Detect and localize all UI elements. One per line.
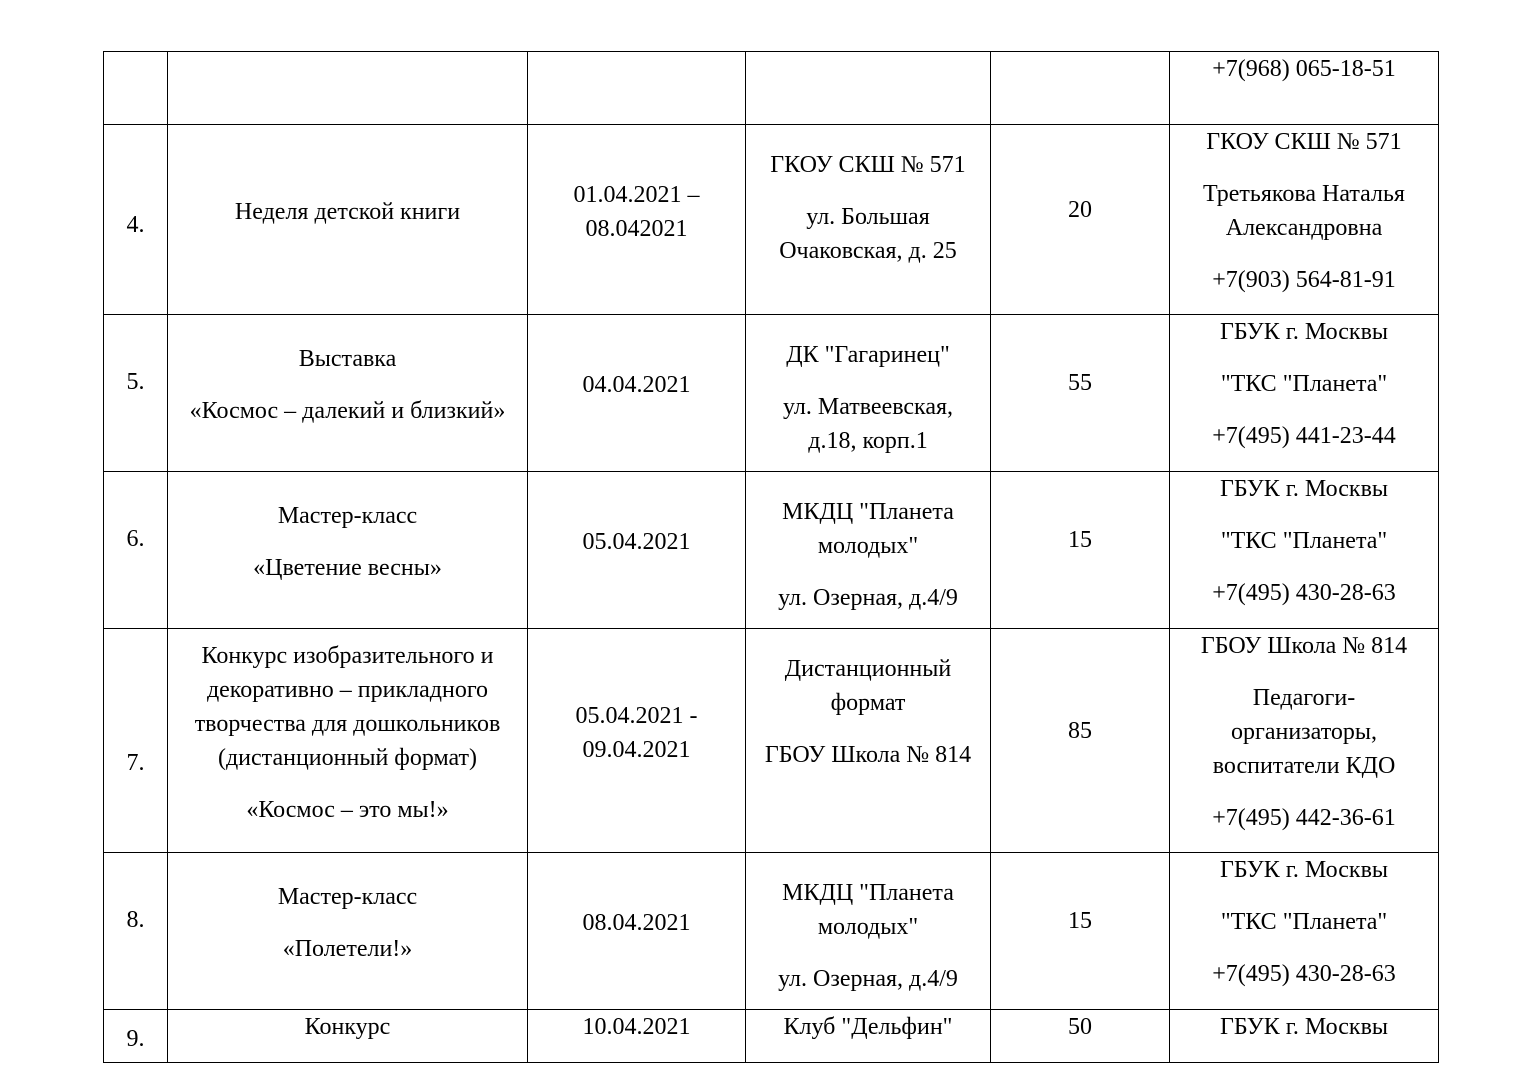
- cell-date-content: [528, 1010, 745, 1044]
- text-line: МКДЦ "Планета: [782, 499, 954, 525]
- text-line: декоративно – прикладного: [206, 676, 489, 703]
- text-line: ГКОУ СКШ № 571: [1206, 129, 1402, 155]
- paragraph-gap: [1170, 783, 1438, 801]
- participants-count: 15: [1068, 908, 1092, 934]
- cell-number: [104, 1010, 168, 1063]
- text-line: ГБОУ Школа № 814: [764, 742, 972, 768]
- cell-contact-content: [1170, 315, 1438, 453]
- paragraph-gap: [1170, 349, 1438, 367]
- text-line: 08.04.2021: [582, 910, 691, 936]
- row-number: 9.: [126, 1026, 145, 1052]
- text-line: 08.042021: [585, 215, 688, 242]
- paragraph-gap: [746, 944, 990, 962]
- participants-count: 15: [1068, 527, 1092, 553]
- text-line: ГБУК г. Москвы: [1219, 476, 1389, 502]
- cell-place-content: [746, 853, 990, 996]
- cell-contact-content: [1170, 125, 1438, 297]
- paragraph-gap: [746, 563, 990, 581]
- paragraph-gap: [1170, 939, 1438, 957]
- text-line: 09.04.2021: [582, 736, 691, 763]
- text-line: Очаковская, д. 25: [779, 238, 957, 264]
- paragraph-gap: [1170, 506, 1438, 524]
- paragraph-gap: [168, 775, 527, 793]
- cell-event-content: [168, 342, 527, 428]
- cell-event: [168, 125, 528, 315]
- row-number: 8.: [126, 907, 145, 933]
- participants-count: 20: [1068, 196, 1092, 223]
- text-line: д.18, корп.1: [808, 428, 928, 454]
- text-line: +7(968) 065-18-51: [1212, 56, 1396, 82]
- cell-event: [168, 629, 528, 853]
- row-number: 7.: [126, 750, 145, 776]
- text-line: (дистанционный формат): [217, 744, 478, 771]
- cell-place-content: [746, 1010, 990, 1044]
- text-line: ГБУК г. Москвы: [1219, 319, 1389, 345]
- text-line: формат: [830, 690, 906, 716]
- cell-contact: [1170, 1010, 1439, 1063]
- cell-contact: [1170, 315, 1439, 472]
- text-line: ул. Матвеевская,: [782, 394, 954, 420]
- text-line: воспитатели КДО: [1212, 753, 1396, 779]
- cell-number: [104, 629, 168, 853]
- table-row: [104, 472, 1439, 629]
- row-number: 4.: [126, 212, 145, 238]
- cell-contact: [1170, 853, 1439, 1010]
- text-line: 04.04.2021: [582, 372, 691, 398]
- text-line: Неделя детской книги: [234, 198, 461, 225]
- cell-date-content: [528, 906, 745, 940]
- cell-number: [104, 853, 168, 1010]
- events-table-body: [104, 52, 1439, 1063]
- cell-event-content: [168, 1010, 527, 1044]
- table-row: [104, 1010, 1439, 1063]
- cell-place: [746, 52, 991, 125]
- cell-place: [746, 853, 991, 1010]
- cell-place-content: [746, 629, 990, 772]
- paragraph-gap: [1170, 663, 1438, 681]
- participants-count: 55: [1068, 370, 1092, 396]
- cell-event-content: [168, 499, 527, 585]
- text-line: Третьякова Наталья: [1203, 181, 1405, 207]
- cell-contact-content: [1170, 629, 1438, 835]
- text-line: Мастер-класс: [277, 884, 418, 910]
- cell-place-content: [746, 125, 990, 268]
- cell-place: [746, 315, 991, 472]
- text-line: Дистанционный: [784, 656, 952, 682]
- text-line: Педагоги-: [1252, 685, 1356, 711]
- cell-place-content: [746, 52, 990, 75]
- table-row: [104, 315, 1439, 472]
- text-line: ул. Озерная, д.4/9: [778, 966, 958, 992]
- cell-event: [168, 315, 528, 472]
- paragraph-gap: [168, 533, 527, 551]
- text-line: ул. Озерная, д.4/9: [778, 585, 958, 611]
- text-line: 01.04.2021 –: [573, 181, 700, 208]
- cell-event-content: [168, 880, 527, 966]
- text-line: ДК "Гагаринец": [786, 342, 950, 368]
- text-line: Конкурс: [304, 1014, 391, 1040]
- text-line: +7(495) 430-28-63: [1212, 580, 1396, 606]
- text-line: творчества для дошкольников: [194, 710, 501, 737]
- cell-place: [746, 629, 991, 853]
- cell-date-content: [528, 525, 745, 559]
- row-number: [104, 52, 167, 124]
- cell-event-content: [168, 195, 527, 229]
- cell-date: [528, 629, 746, 853]
- cell-number: [104, 472, 168, 629]
- text-line: Александровна: [1225, 215, 1383, 241]
- paragraph-gap: [1170, 245, 1438, 263]
- text-line: Конкурс изобразительного и: [201, 642, 494, 669]
- cell-count: [991, 315, 1170, 472]
- paragraph-gap: [168, 376, 527, 394]
- text-line: молодых": [817, 533, 919, 559]
- cell-contact-content: [1170, 853, 1438, 991]
- text-line: +7(903) 564-81-91: [1212, 267, 1396, 293]
- cell-date-content: [528, 699, 745, 767]
- cell-contact-content: [1170, 52, 1438, 86]
- participants-count: 50: [1068, 1014, 1092, 1040]
- paragraph-gap: [1170, 558, 1438, 576]
- paragraph-gap: [168, 914, 527, 932]
- paragraph-gap: [1170, 887, 1438, 905]
- text-line: Выставка: [298, 346, 397, 372]
- text-line: ГБУК г. Москвы: [1219, 1014, 1389, 1040]
- events-table: [103, 51, 1439, 1063]
- cell-count: [991, 1010, 1170, 1063]
- text-line: "ТКС "Планета": [1220, 528, 1388, 554]
- cell-date-content: [528, 178, 745, 246]
- cell-date: [528, 472, 746, 629]
- cell-event: [168, 1010, 528, 1063]
- cell-place: [746, 472, 991, 629]
- cell-contact: [1170, 629, 1439, 853]
- cell-event-content: [168, 639, 527, 827]
- text-line: "ТКС "Планета": [1220, 909, 1388, 935]
- text-line: «Цветение весны»: [253, 555, 442, 581]
- text-line: +7(495) 441-23-44: [1212, 423, 1396, 449]
- text-line: ГКОУ СКШ № 571: [770, 152, 966, 178]
- text-line: организаторы,: [1231, 719, 1377, 745]
- cell-place-content: [746, 315, 990, 458]
- text-line: Мастер-класс: [277, 503, 418, 529]
- text-line: «Космос – это мы!»: [246, 796, 449, 823]
- cell-count: [991, 125, 1170, 315]
- table-row: [104, 853, 1439, 1010]
- cell-event: [168, 853, 528, 1010]
- cell-contact: [1170, 472, 1439, 629]
- cell-date: [528, 52, 746, 125]
- cell-event: [168, 472, 528, 629]
- cell-count: [991, 629, 1170, 853]
- cell-event: [168, 52, 528, 125]
- cell-count: [991, 472, 1170, 629]
- text-line: ул. Большая: [806, 204, 930, 230]
- cell-date-content: [528, 368, 745, 402]
- row-number: 5.: [126, 369, 145, 395]
- cell-number: [104, 52, 168, 125]
- paragraph-gap: [746, 720, 990, 738]
- cell-place: [746, 125, 991, 315]
- table-row: [104, 52, 1439, 125]
- text-line: +7(495) 430-28-63: [1212, 961, 1396, 987]
- text-line: МКДЦ "Планета: [782, 880, 954, 906]
- text-line: ГБУК г. Москвы: [1219, 857, 1389, 883]
- text-line: Клуб "Дельфин": [783, 1014, 953, 1040]
- text-line: 05.04.2021 -: [575, 702, 698, 729]
- participants-count: 85: [1068, 717, 1092, 744]
- cell-count: [991, 853, 1170, 1010]
- cell-date: [528, 125, 746, 315]
- cell-contact: [1170, 125, 1439, 315]
- text-line: ГБОУ Школа № 814: [1200, 633, 1408, 659]
- paragraph-gap: [1170, 401, 1438, 419]
- cell-number: [104, 125, 168, 315]
- paragraph-gap: [746, 372, 990, 390]
- cell-date: [528, 853, 746, 1010]
- text-line: "ТКС "Планета": [1220, 371, 1388, 397]
- cell-contact-content: [1170, 472, 1438, 610]
- cell-date: [528, 315, 746, 472]
- cell-place: [746, 1010, 991, 1063]
- text-line: «Полетели!»: [282, 936, 413, 962]
- cell-place-content: [746, 472, 990, 615]
- text-line: «Космос – далекий и близкий»: [189, 398, 506, 424]
- paragraph-gap: [1170, 159, 1438, 177]
- paragraph-gap: [746, 182, 990, 200]
- text-line: +7(495) 442-36-61: [1212, 805, 1396, 831]
- cell-date: [528, 1010, 746, 1063]
- cell-contact-content: [1170, 1010, 1438, 1044]
- table-row: [104, 125, 1439, 315]
- cell-contact: [1170, 52, 1439, 125]
- cell-number: [104, 315, 168, 472]
- cell-count: [991, 52, 1170, 125]
- text-line: 10.04.2021: [582, 1014, 691, 1040]
- text-line: молодых": [817, 914, 919, 940]
- row-number: 6.: [126, 526, 145, 552]
- table-row: [104, 629, 1439, 853]
- text-line: 05.04.2021: [582, 529, 691, 555]
